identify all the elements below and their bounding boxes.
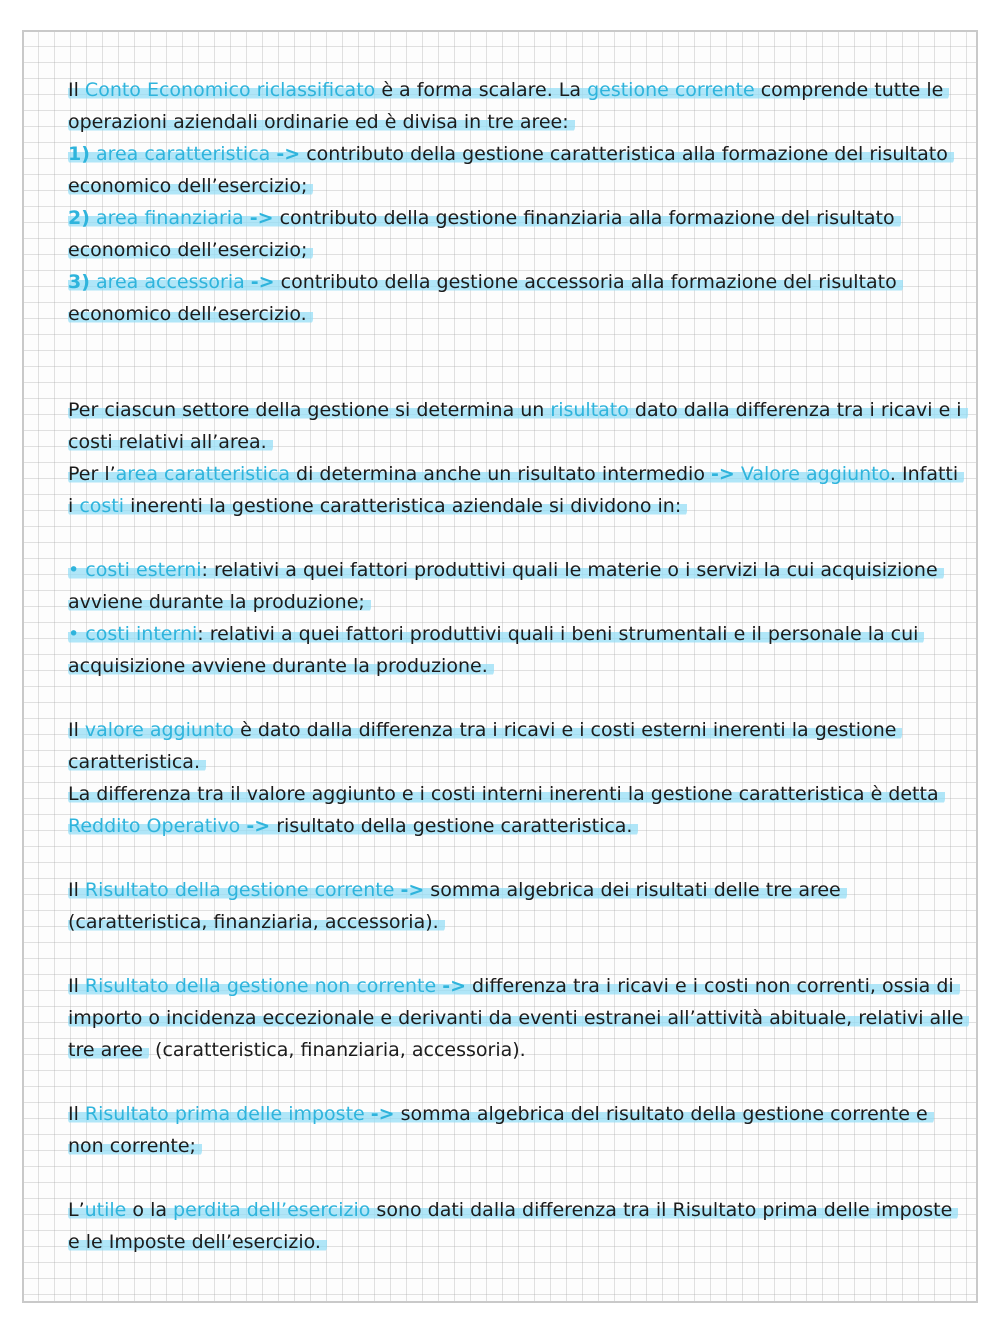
bullet-costi-esterni: • costi esterni: relativi a quei fattori produttivi quali le materie o i servizi la cui acquisizione avviene durante la produzione; — [68, 554, 968, 618]
term-risultato-prima-imposte: Risultato prima delle imposte — [84, 1103, 365, 1125]
bullet-costi-interni: • costi interni: relativi a quei fattori produttivi quali i beni strumentali e il personale la cui acquisizione avviene durante la produzione. — [68, 618, 968, 682]
valore-aggiunto-paragraph: Il valore aggiunto è dato dalla differenza tra i ricavi e i costi esterni inerenti la gestione caratteristica. — [68, 714, 968, 778]
gestione-corrente-paragraph: Il Risultato della gestione corrente -> somma algebrica dei risultati delle tre aree (caratteristica, finanziaria, accessoria). — [68, 874, 968, 938]
arrow-icon: -> — [710, 463, 735, 485]
area-number: 1) — [68, 143, 90, 165]
bullet-icon: • — [68, 559, 80, 581]
arrow-icon: -> — [276, 143, 301, 165]
gestione-non-corrente-paragraph: Il Risultato della gestione non corrente -> differenza tra i ricavi e i costi non correnti, ossia di importo o incidenza eccezionale e derivanti da eventi estranei all’attività abituale, relativi alle tre aree (caratteristica, finanziaria, accessoria). — [68, 970, 968, 1066]
term-gestione-corrente: gestione corrente — [587, 79, 755, 101]
arrow-icon: -> — [246, 815, 271, 837]
valore-aggiunto-intro: Per l’area caratteristica di determina anche un risultato intermedio -> Valore aggiunto. Infatti i costi inerenti la gestione caratteristica aziendale si dividono in: — [68, 458, 968, 522]
area-number: 2) — [68, 207, 90, 229]
arrow-icon: -> — [400, 879, 425, 901]
bullet-icon: • — [68, 623, 80, 645]
term-valore-aggiunto: valore aggiunto — [84, 719, 235, 741]
risultato-paragraph: Per ciascun settore della gestione si determina un risultato dato dalla differenza tra i ricavi e i costi relativi all’area. — [68, 394, 968, 458]
notes-content — [68, 74, 968, 1258]
term-costi-interni: costi interni — [85, 623, 198, 645]
term-costi-esterni: costi esterni — [85, 559, 202, 581]
term-risultato: risultato — [550, 399, 629, 421]
term-area-caratteristica: area caratteristica — [95, 143, 271, 165]
reddito-operativo-paragraph: La differenza tra il valore aggiunto e i costi interni inerenti la gestione caratteristica è detta Reddito Operativo -> risultato della gestione caratteristica. — [68, 778, 968, 842]
area-item-2: 2) area finanziaria -> contributo della gestione finanziaria alla formazione del risultato economico dell’esercizio; — [68, 202, 968, 266]
term-area-caratteristica: area caratteristica — [115, 463, 290, 485]
intro-highlight: Il Conto Economico riclassificato è a forma scalare. La gestione corrente comprende tutte le operazioni aziendali ordinarie ed è divisa in tre aree: — [68, 79, 949, 133]
arrow-icon: -> — [249, 207, 274, 229]
term-conto-economico: Conto Economico riclassificato — [84, 79, 376, 101]
term-costi: costi — [79, 495, 125, 517]
arrow-icon: -> — [370, 1103, 395, 1125]
area-item-1: 1) area caratteristica -> contributo della gestione caratteristica alla formazione del risultato economico dell’esercizio; — [68, 138, 968, 202]
term-utile: utile — [84, 1199, 127, 1221]
utile-perdita-paragraph: L’utile o la perdita dell’esercizio sono dati dalla differenza tra il Risultato prima delle imposte e le Imposte dell’esercizio. — [68, 1194, 968, 1258]
intro-paragraph — [68, 74, 968, 138]
prima-imposte-paragraph: Il Risultato prima delle imposte -> somma algebrica del risultato della gestione corrente e non corrente; — [68, 1098, 968, 1162]
term-risultato-gestione-corrente: Risultato della gestione corrente — [84, 879, 395, 901]
term-valore-aggiunto: Valore aggiunto — [740, 463, 890, 485]
term-risultato-gestione-non-corrente: Risultato della gestione non corrente — [84, 975, 437, 997]
arrow-icon: -> — [442, 975, 467, 997]
area-number: 3) — [68, 271, 90, 293]
term-area-accessoria: area accessoria — [95, 271, 245, 293]
arrow-icon: -> — [250, 271, 275, 293]
area-item-3: 3) area accessoria -> contributo della gestione accessoria alla formazione del risultato economico dell’esercizio. — [68, 266, 968, 330]
term-perdita-esercizio: perdita dell’esercizio — [173, 1199, 371, 1221]
term-area-finanziaria: area finanziaria — [95, 207, 244, 229]
term-reddito-operativo: Reddito Operativo — [68, 815, 241, 837]
